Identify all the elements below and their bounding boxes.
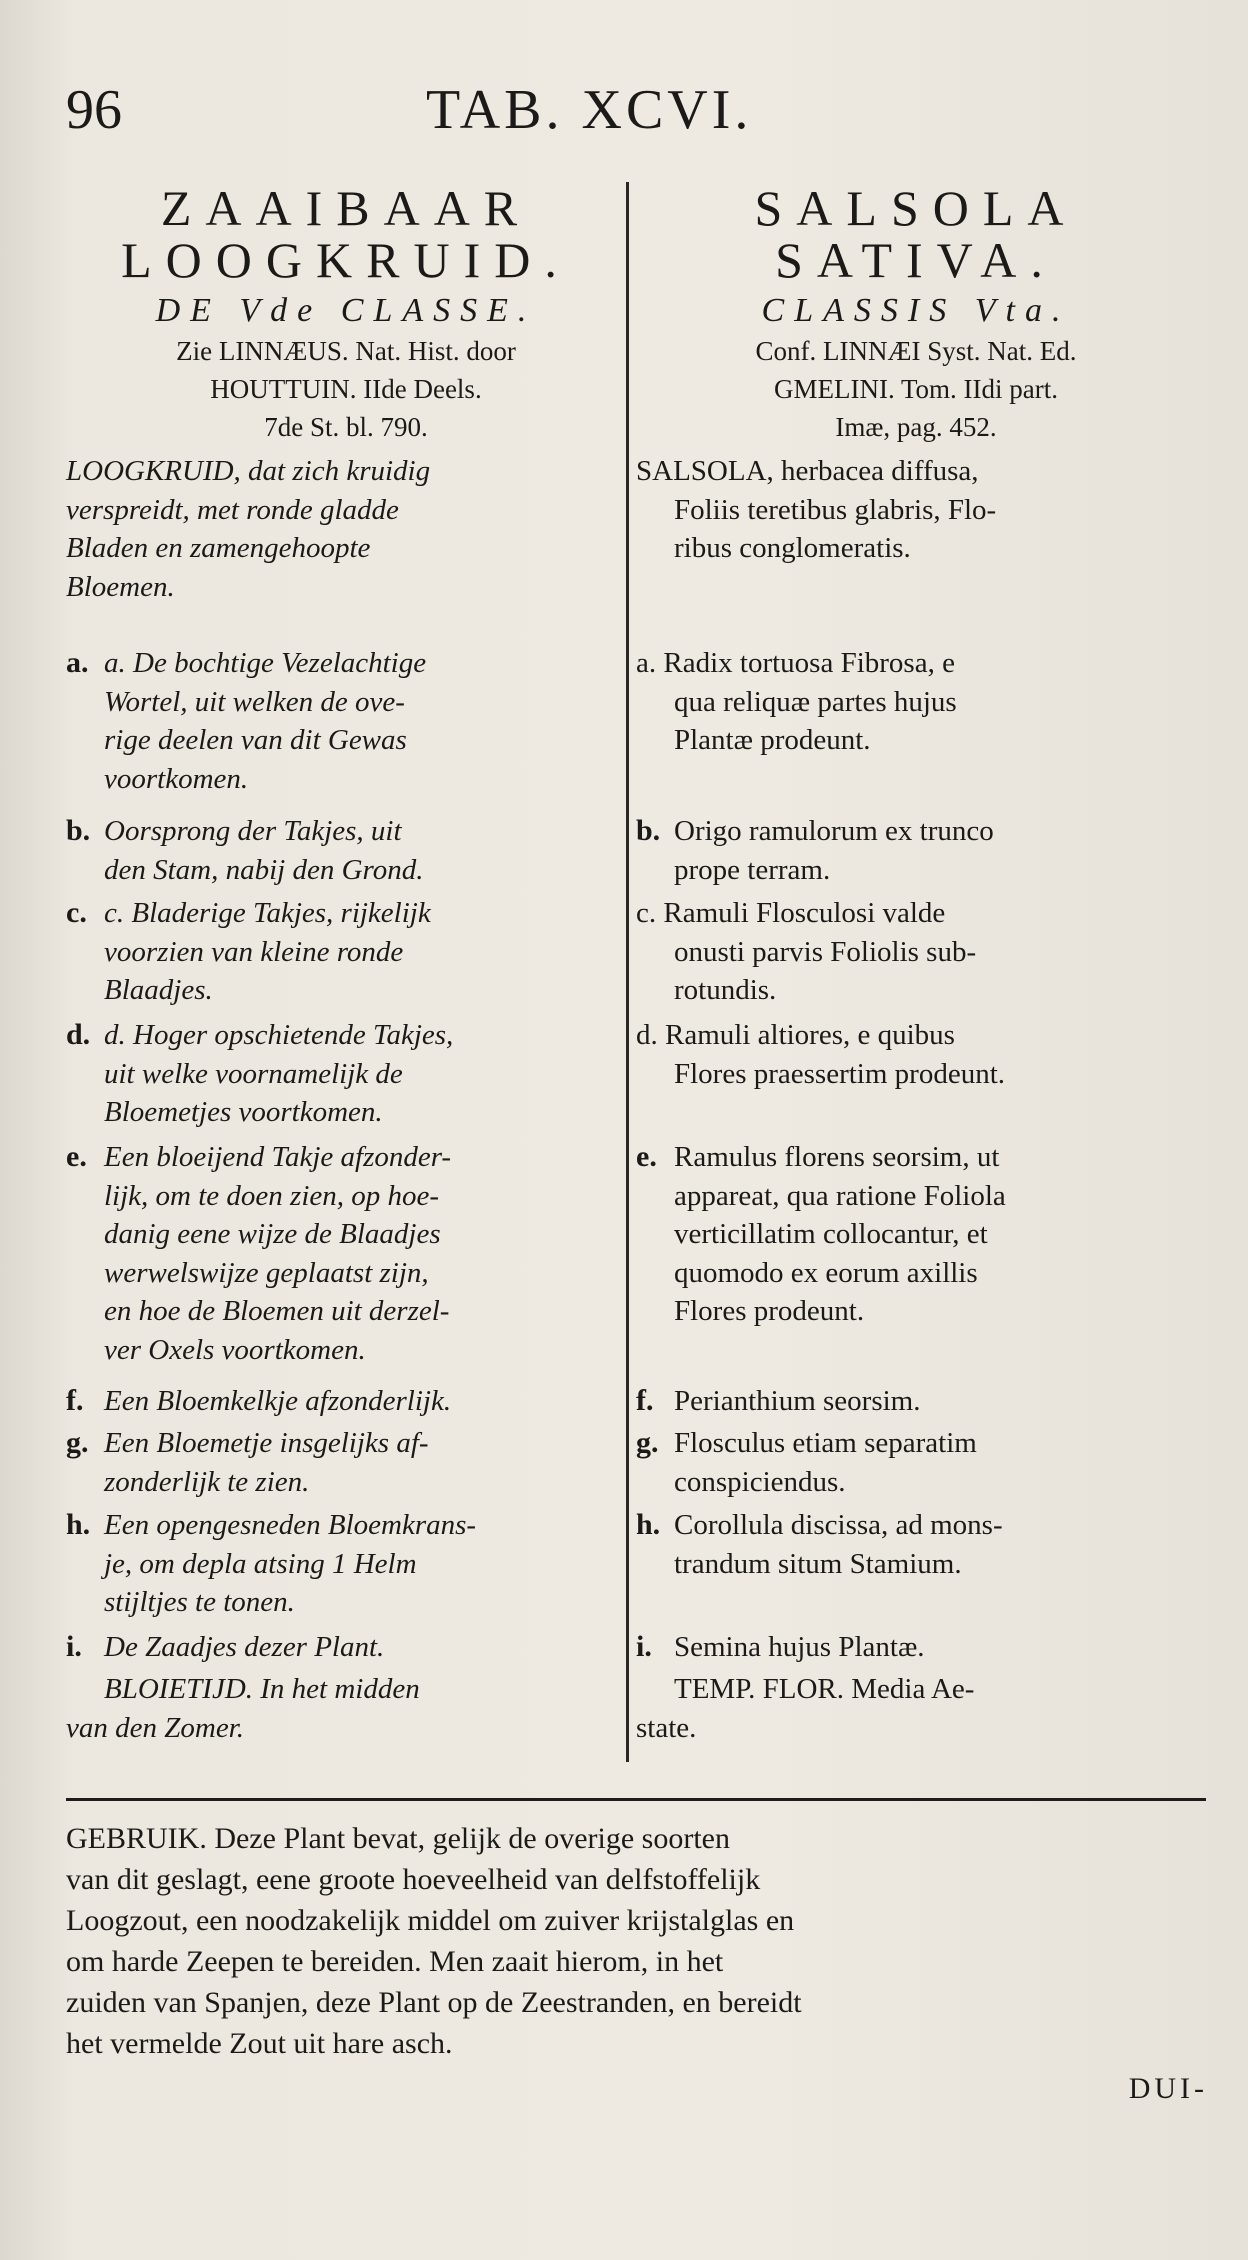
latin-entry-description xyxy=(636,452,1196,644)
latin-entry-i xyxy=(636,1628,1196,1670)
entry-line: prope terram. xyxy=(674,853,831,886)
catchword: DUI- xyxy=(1128,2072,1208,2105)
dutch-entry-d xyxy=(66,1016,626,1138)
dutch-title-line2: LOOGKRUID. xyxy=(121,232,571,288)
two-column-text xyxy=(66,182,1206,1772)
entry-line: Semina hujus Plantæ. xyxy=(674,1631,925,1663)
entry-label: e. xyxy=(66,1140,87,1173)
entry-line: Een bloeijend Takje afzonder- xyxy=(104,1141,452,1173)
dutch-entry-g xyxy=(66,1424,626,1506)
usage-paragraph xyxy=(66,1818,1206,2064)
entry-label: d. xyxy=(66,1018,91,1051)
latin-classis: CLASSIS Vta. xyxy=(761,292,1071,329)
entry-label: b. xyxy=(66,814,91,847)
running-head xyxy=(66,78,1188,148)
entry-label: e. xyxy=(636,1140,657,1173)
usage-line: Loogzout, een noodzakelijk middel om zuiver krijstalglas en xyxy=(66,1904,795,1937)
latin-title-line1: SALSOLA xyxy=(754,180,1078,236)
entry-line: voorzien van kleine ronde xyxy=(104,935,404,968)
entry-line: BLOIETIJD. In het midden xyxy=(104,1673,420,1705)
entry-line: Plantæ prodeunt. xyxy=(674,724,871,756)
dutch-entry-f xyxy=(66,1382,626,1424)
entry-line: state. xyxy=(636,1711,697,1744)
entry-label: f. xyxy=(66,1384,84,1417)
entry-label: c. xyxy=(66,896,87,929)
plate-number: TAB. XCVI. xyxy=(426,79,753,141)
dutch-flowering-time xyxy=(66,1670,626,1747)
latin-entry-e xyxy=(636,1138,1196,1382)
dutch-entry-e xyxy=(66,1138,626,1382)
latin-entry-h xyxy=(636,1506,1196,1628)
entry-line: Bloemetjes voortkomen. xyxy=(104,1096,383,1128)
entry-line: Een Bloemkelkje afzonderlijk. xyxy=(104,1385,452,1417)
entry-line: c. Bladerige Takjes, rijkelijk xyxy=(104,897,431,929)
entry-label: h. xyxy=(636,1508,661,1541)
usage-line: zuiden van Spanjen, deze Plant op de Zeestranden, en bereidt xyxy=(66,1986,802,2019)
entry-line: trandum situm Stamium. xyxy=(674,1547,962,1580)
entry-line: d. Hoger opschietende Takjes, xyxy=(104,1019,454,1051)
dutch-entry-b xyxy=(66,812,626,894)
dutch-entry-a xyxy=(66,644,626,812)
latin-ref-line: GMELINI. Tom. IIdi part. xyxy=(773,374,1059,404)
entry-line: verspreidt, met ronde gladde xyxy=(66,493,399,526)
latin-flowering-time xyxy=(636,1670,1196,1747)
entry-line: Flosculus etiam separatim xyxy=(674,1427,977,1459)
entry-label: f. xyxy=(636,1384,654,1417)
entry-line: onusti parvis Foliolis sub- xyxy=(674,935,977,968)
entry-line: ver Oxels voortkomen. xyxy=(104,1333,366,1366)
entry-line: Ramulus florens seorsim, ut xyxy=(674,1141,1000,1173)
entry-line: conspiciendus. xyxy=(674,1465,846,1498)
entry-line: uit welke voornamelijk de xyxy=(104,1057,403,1090)
dutch-title-line1: ZAAIBAAR xyxy=(160,180,532,236)
dutch-entry-c xyxy=(66,894,626,1016)
entry-line: lijk, om te doen zien, op hoe- xyxy=(104,1179,440,1212)
entry-line: TEMP. FLOR. Media Ae- xyxy=(674,1673,975,1705)
entry-line: Een Bloemetje insgelijks af- xyxy=(104,1427,429,1459)
entry-line: a. De bochtige Vezelachtige xyxy=(104,647,427,679)
usage-line: GEBRUIK. Deze Plant bevat, gelijk de overige soorten xyxy=(66,1822,730,1855)
dutch-entry-h xyxy=(66,1506,626,1628)
entry-line: van den Zomer. xyxy=(66,1711,245,1744)
latin-entry-b xyxy=(636,812,1196,894)
page-number: 96 xyxy=(66,79,122,141)
section-rule xyxy=(66,1798,1206,1801)
dutch-ref-line: HOUTTUIN. IIde Deels. xyxy=(210,374,482,404)
entry-line: Perianthium seorsim. xyxy=(674,1385,921,1417)
entry-line: quomodo ex eorum axillis xyxy=(674,1256,978,1289)
entry-line: Flores praessertim prodeunt. xyxy=(674,1057,1006,1090)
entry-line: Blaadjes. xyxy=(104,974,213,1006)
entry-line: SALSOLA, herbacea diffusa, xyxy=(636,455,979,487)
entry-label: g. xyxy=(636,1426,659,1459)
column-divider xyxy=(626,182,629,1762)
entry-line: d. Ramuli altiores, e quibus xyxy=(636,1019,955,1051)
entry-line: LOOGKRUID, dat zich kruidig xyxy=(66,455,431,487)
latin-column xyxy=(636,182,1196,1747)
latin-entry-f xyxy=(636,1382,1196,1424)
entry-line: Foliis teretibus glabris, Flo- xyxy=(674,493,997,526)
usage-line: om harde Zeepen te bereiden. Men zaait hierom, in het xyxy=(66,1945,724,1978)
entry-line: danig eene wijze de Blaadjes xyxy=(104,1218,441,1250)
entry-line: Origo ramulorum ex trunco xyxy=(674,815,994,847)
entry-line: Flores prodeunt. xyxy=(674,1295,865,1327)
entry-line: den Stam, nabij den Grond. xyxy=(104,853,424,886)
entry-line: rige deelen van dit Gewas xyxy=(104,724,407,756)
dutch-column xyxy=(66,182,626,1747)
entry-line: c. Ramuli Flosculosi valde xyxy=(636,897,946,929)
latin-ref-line: Imæ, pag. 452. xyxy=(835,412,997,442)
entry-label: a. xyxy=(66,646,89,679)
usage-line: van dit geslagt, eene groote hoeveelheid van delfstoffelijk xyxy=(66,1863,761,1896)
entry-line: De Zaadjes dezer Plant. xyxy=(104,1631,385,1663)
entry-line: Bladen en zamengehoopte xyxy=(66,532,371,564)
entry-line: qua reliquæ partes hujus xyxy=(674,685,957,718)
entry-line: verticillatim collocantur, et xyxy=(674,1218,988,1250)
dutch-classis: DE Vde CLASSE. xyxy=(155,292,537,329)
latin-entry-d xyxy=(636,1016,1196,1138)
entry-line: a. Radix tortuosa Fibrosa, e xyxy=(636,647,955,679)
entry-line: Een opengesneden Bloemkrans- xyxy=(104,1509,477,1541)
entry-line: Wortel, uit welken de ove- xyxy=(104,685,405,718)
entry-line: Bloemen. xyxy=(66,570,175,603)
latin-ref-line: Conf. LINNÆI Syst. Nat. Ed. xyxy=(755,336,1077,366)
entry-line: en hoe de Bloemen uit derzel- xyxy=(104,1295,450,1327)
dutch-entry-i xyxy=(66,1628,626,1670)
latin-entry-c xyxy=(636,894,1196,1016)
entry-line: zonderlijk te zien. xyxy=(104,1465,310,1498)
entry-line: rotundis. xyxy=(674,974,777,1006)
entry-label: h. xyxy=(66,1508,91,1541)
entry-label: i. xyxy=(66,1630,82,1663)
latin-entry-a xyxy=(636,644,1196,812)
entry-line: stijltjes te tonen. xyxy=(104,1586,295,1618)
dutch-entry-description xyxy=(66,452,626,644)
entry-line: appareat, qua ratione Foliola xyxy=(674,1179,1006,1212)
entry-line: Corollula discissa, ad mons- xyxy=(674,1509,1003,1541)
entry-line: werwelswijze geplaatst zijn, xyxy=(104,1256,429,1289)
entry-line: Oorsprong der Takjes, uit xyxy=(104,815,402,847)
entry-line: je, om depla atsing 1 Helm xyxy=(104,1547,417,1580)
dutch-ref-line: Zie LINNÆUS. Nat. Hist. door xyxy=(176,336,516,366)
entry-label: b. xyxy=(636,814,661,847)
dutch-ref-line: 7de St. bl. 790. xyxy=(264,412,428,442)
usage-line: het vermelde Zout uit hare asch. xyxy=(66,2027,453,2060)
latin-title-line2: SATIVA. xyxy=(775,232,1057,288)
latin-entry-g xyxy=(636,1424,1196,1506)
entry-line: ribus conglomeratis. xyxy=(674,532,911,564)
entry-label: g. xyxy=(66,1426,89,1459)
entry-line: voortkomen. xyxy=(104,762,249,795)
entry-label: i. xyxy=(636,1630,652,1663)
